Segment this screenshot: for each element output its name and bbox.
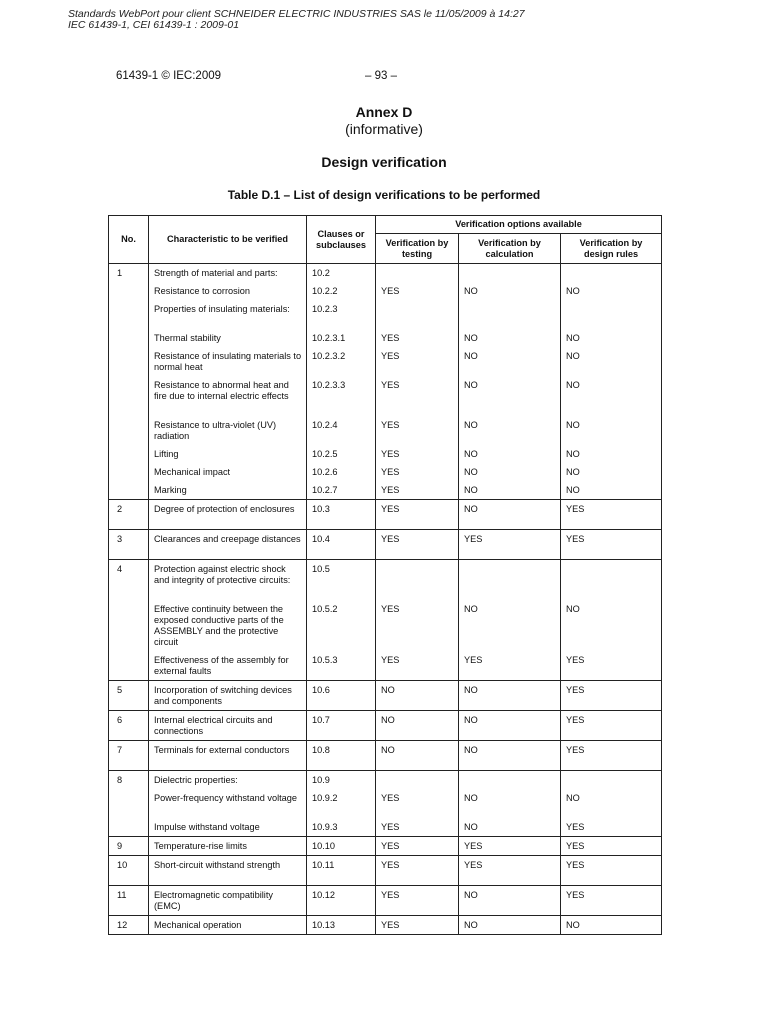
design-rules-cell [561, 741, 662, 771]
design-rules-entry [561, 264, 661, 282]
design-rules-entry: NO [566, 351, 580, 361]
design-rules-cell [561, 681, 662, 711]
design-rules-entry: YES [566, 504, 585, 514]
calculation-entry [459, 771, 560, 789]
testing-entry: YES [381, 920, 400, 930]
clause-entry: 10.12 [312, 890, 335, 900]
calculation-entry: NO [464, 715, 478, 725]
header-clauses: Clauses or subclauses [307, 216, 376, 264]
row-number: 7 [109, 741, 149, 771]
table-row [109, 916, 662, 935]
calculation-entry: YES [464, 860, 483, 870]
clause-entry: 10.11 [312, 860, 335, 870]
calculation-entry: YES [464, 655, 483, 665]
row-number: 2 [109, 500, 149, 530]
characteristic-entry: Effectiveness of the assembly for external faults [154, 655, 289, 676]
design-rules-entry: YES [566, 860, 585, 870]
calculation-entry: NO [464, 485, 478, 495]
row-number: 12 [109, 916, 149, 935]
design-rules-cell [561, 500, 662, 530]
design-rules-entry: YES [566, 715, 585, 725]
clause-entry: 10.8 [312, 745, 330, 755]
calculation-cell [459, 886, 561, 916]
calculation-entry [459, 560, 560, 600]
design-rules-cell [561, 530, 662, 560]
table-row [109, 837, 662, 856]
row-number: 10 [109, 856, 149, 886]
design-rules-entry: NO [566, 604, 580, 614]
design-rules-entry: NO [566, 286, 580, 296]
characteristic-entry: Terminals for external conductors [154, 745, 290, 755]
table-caption: Table D.1 – List of design verifications to be performed [227, 188, 541, 202]
characteristic-entry: Resistance to corrosion [154, 286, 251, 296]
testing-entry: YES [381, 793, 400, 803]
testing-cell [376, 886, 459, 916]
testing-entry: YES [381, 449, 400, 459]
design-rules-cell [561, 916, 662, 935]
testing-entry: YES [381, 485, 400, 495]
calculation-cell [459, 916, 561, 935]
design-rules-entry: NO [566, 333, 580, 343]
design-rules-cell [561, 886, 662, 916]
section-title: Design verification [321, 154, 447, 170]
header-no: No. [109, 216, 149, 264]
calculation-entry [459, 264, 560, 282]
clause-entry: 10.4 [312, 534, 330, 544]
characteristic-cell [149, 264, 307, 500]
design-rules-entry: YES [566, 655, 585, 665]
clause-entry: 10.2.6 [312, 467, 338, 477]
characteristic-entry: Power-frequency withstand voltage [154, 793, 297, 803]
row-number: 5 [109, 681, 149, 711]
design-rules-entry: NO [566, 485, 580, 495]
calculation-entry: NO [464, 504, 478, 514]
table-row [109, 741, 662, 771]
characteristic-cell [149, 837, 307, 856]
testing-entry: YES [381, 420, 400, 430]
clause-entry: 10.9.2 [312, 793, 338, 803]
testing-entry: YES [381, 860, 400, 870]
clause-entry: 10.13 [312, 920, 335, 930]
characteristic-cell [149, 530, 307, 560]
clause-cell [307, 916, 376, 935]
testing-cell [376, 916, 459, 935]
design-rules-cell [561, 837, 662, 856]
table-row [109, 856, 662, 886]
design-rules-cell [561, 856, 662, 886]
watermark [68, 9, 525, 31]
table-body [109, 264, 662, 935]
testing-entry [376, 771, 458, 789]
table-row [109, 500, 662, 530]
design-rules-cell [561, 264, 662, 500]
calculation-cell [459, 837, 561, 856]
characteristic-entry: Resistance to abnormal heat and fire due to internal electric effects [154, 380, 289, 401]
testing-entry: YES [381, 467, 400, 477]
clause-entry: 10.2.4 [312, 420, 338, 430]
calculation-entry: NO [464, 745, 478, 755]
clause-entry: 10.2.3.3 [312, 380, 346, 390]
characteristic-entry: Effective continuity between the exposed conductive parts of the ASSEMBLY and the protective circuit [154, 604, 284, 647]
calculation-entry: NO [464, 467, 478, 477]
calculation-cell [459, 500, 561, 530]
clause-cell [307, 856, 376, 886]
testing-entry: YES [381, 504, 400, 514]
testing-entry: YES [381, 655, 400, 665]
calculation-entry: YES [464, 841, 483, 851]
row-number: 1 [109, 264, 149, 500]
design-rules-entry: NO [566, 420, 580, 430]
clause-cell [307, 771, 376, 837]
testing-entry: YES [381, 890, 400, 900]
calculation-cell [459, 771, 561, 837]
calculation-entry: NO [464, 449, 478, 459]
clause-entry: 10.5.3 [312, 655, 338, 665]
characteristic-cell [149, 560, 307, 681]
clause-cell [307, 711, 376, 741]
testing-cell [376, 856, 459, 886]
clause-cell [307, 837, 376, 856]
characteristic-entry: Strength of material and parts: [154, 268, 278, 278]
calculation-entry: NO [464, 822, 478, 832]
design-rules-entry: YES [566, 841, 585, 851]
calculation-entry [459, 300, 560, 329]
characteristic-entry: Degree of protection of enclosures [154, 504, 295, 514]
clause-cell [307, 530, 376, 560]
testing-entry [376, 300, 458, 329]
calculation-cell [459, 530, 561, 560]
clause-entry: 10.2.3.2 [312, 351, 346, 361]
design-rules-entry: YES [566, 534, 585, 544]
table-row [109, 771, 662, 837]
clause-cell [307, 681, 376, 711]
calculation-entry: NO [464, 890, 478, 900]
clause-entry: 10.9.3 [312, 822, 338, 832]
design-rules-entry [561, 300, 661, 329]
row-number: 4 [109, 560, 149, 681]
row-number: 11 [109, 886, 149, 916]
calculation-entry: NO [464, 380, 478, 390]
characteristic-entry: Mechanical impact [154, 467, 231, 477]
characteristic-cell [149, 916, 307, 935]
design-rules-entry: YES [566, 822, 585, 832]
characteristic-entry: Marking [154, 485, 187, 495]
design-rules-entry: YES [566, 745, 585, 755]
testing-cell [376, 741, 459, 771]
table-row [109, 530, 662, 560]
clause-entry: 10.3 [312, 504, 330, 514]
clause-entry: 10.5 [312, 564, 330, 574]
row-number: 8 [109, 771, 149, 837]
testing-cell [376, 560, 459, 681]
characteristic-cell [149, 711, 307, 741]
testing-cell [376, 837, 459, 856]
clause-entry: 10.5.2 [312, 604, 338, 614]
calculation-cell [459, 741, 561, 771]
design-rules-entry: NO [566, 793, 580, 803]
calculation-entry: NO [464, 333, 478, 343]
testing-cell [376, 530, 459, 560]
clause-entry: 10.2.3.1 [312, 333, 346, 343]
clause-cell [307, 886, 376, 916]
clause-entry: 10.2.7 [312, 485, 338, 495]
design-rules-entry: NO [566, 449, 580, 459]
watermark-line-1: Standards WebPort pour client SCHNEIDER ELECTRIC INDUSTRIES SAS le 11/05/2009 à 14:27 [68, 8, 525, 20]
calculation-entry: NO [464, 685, 478, 695]
design-rules-entry [561, 560, 661, 600]
clause-entry: 10.2.2 [312, 286, 338, 296]
characteristic-entry: Short-circuit withstand strength [154, 860, 281, 870]
annex-subtitle: (informative) [345, 121, 423, 137]
testing-entry: NO [381, 685, 395, 695]
page-number: – 93 – [365, 70, 397, 82]
characteristic-entry: Resistance of insulating materials to normal heat [154, 351, 302, 372]
design-rules-cell [561, 560, 662, 681]
design-rules-entry: NO [566, 467, 580, 477]
clause-entry: 10.10 [312, 841, 335, 851]
calculation-cell [459, 681, 561, 711]
calculation-entry: NO [464, 793, 478, 803]
characteristic-entry: Lifting [154, 449, 179, 459]
characteristic-entry: Mechanical operation [154, 920, 242, 930]
table-row [109, 264, 662, 500]
testing-entry: YES [381, 534, 400, 544]
characteristic-cell [149, 856, 307, 886]
calculation-cell [459, 264, 561, 500]
testing-entry: YES [381, 286, 400, 296]
watermark-line-2: IEC 61439-1, CEI 61439-1 : 2009-01 [68, 19, 240, 31]
testing-entry: YES [381, 351, 400, 361]
design-rules-entry: YES [566, 890, 585, 900]
testing-entry [376, 560, 458, 600]
clause-cell [307, 264, 376, 500]
testing-entry: NO [381, 745, 395, 755]
header-options-group: Verification options available [376, 216, 662, 234]
testing-cell [376, 681, 459, 711]
clause-entry: 10.2.5 [312, 449, 338, 459]
characteristic-cell [149, 771, 307, 837]
header-testing: Verification by testing [376, 234, 459, 264]
clause-entry: 10.9 [312, 775, 330, 785]
testing-entry: YES [381, 822, 400, 832]
design-rules-entry: NO [566, 920, 580, 930]
testing-cell [376, 264, 459, 500]
characteristic-entry: Protection against electric shock and integrity of protective circuits: [154, 564, 291, 585]
calculation-cell [459, 711, 561, 741]
design-rules-entry: NO [566, 380, 580, 390]
table-row [109, 560, 662, 681]
calculation-cell [459, 560, 561, 681]
testing-cell [376, 711, 459, 741]
characteristic-entry: Incorporation of switching devices and components [154, 685, 292, 706]
characteristic-entry: Electromagnetic compatibility (EMC) [154, 890, 273, 911]
clause-cell [307, 500, 376, 530]
testing-entry: NO [381, 715, 395, 725]
calculation-entry: YES [464, 534, 483, 544]
characteristic-entry: Clearances and creepage distances [154, 534, 301, 544]
clause-entry: 10.2 [312, 268, 330, 278]
characteristic-cell [149, 681, 307, 711]
testing-entry: YES [381, 380, 400, 390]
clause-entry: 10.7 [312, 715, 330, 725]
annex-title: Annex D [355, 104, 413, 120]
table-row [109, 886, 662, 916]
testing-cell [376, 771, 459, 837]
clause-cell [307, 560, 376, 681]
header-design-rules: Verification by design rules [561, 234, 662, 264]
characteristic-entry: Impulse withstand voltage [154, 822, 260, 832]
header-characteristic: Characteristic to be verified [149, 216, 307, 264]
row-number: 3 [109, 530, 149, 560]
header-calculation: Verification by calculation [459, 234, 561, 264]
calculation-entry: NO [464, 920, 478, 930]
row-number: 9 [109, 837, 149, 856]
characteristic-cell [149, 886, 307, 916]
characteristic-cell [149, 500, 307, 530]
design-rules-entry [561, 771, 661, 789]
calculation-entry: NO [464, 286, 478, 296]
characteristic-entry: Internal electrical circuits and connections [154, 715, 273, 736]
table-row [109, 711, 662, 741]
design-rules-cell [561, 711, 662, 741]
row-number: 6 [109, 711, 149, 741]
characteristic-cell [149, 741, 307, 771]
testing-entry [376, 264, 458, 282]
clause-entry: 10.2.3 [312, 304, 338, 314]
clause-cell [307, 741, 376, 771]
calculation-entry: NO [464, 604, 478, 614]
design-rules-entry: YES [566, 685, 585, 695]
characteristic-entry: Dielectric properties: [154, 775, 238, 785]
calculation-cell [459, 856, 561, 886]
characteristic-entry: Resistance to ultra-violet (UV) radiation [154, 420, 277, 441]
table-row [109, 681, 662, 711]
calculation-entry: NO [464, 351, 478, 361]
testing-entry: YES [381, 333, 400, 343]
testing-entry: YES [381, 841, 400, 851]
calculation-entry: NO [464, 420, 478, 430]
verification-table [108, 215, 662, 935]
characteristic-entry: Thermal stability [154, 333, 221, 343]
standard-reference: 61439-1 © IEC:2009 [116, 70, 222, 82]
characteristic-entry: Temperature-rise limits [154, 841, 247, 851]
testing-entry: YES [381, 604, 400, 614]
clause-entry: 10.6 [312, 685, 330, 695]
design-rules-cell [561, 771, 662, 837]
characteristic-entry: Properties of insulating materials: [154, 304, 290, 314]
testing-cell [376, 500, 459, 530]
